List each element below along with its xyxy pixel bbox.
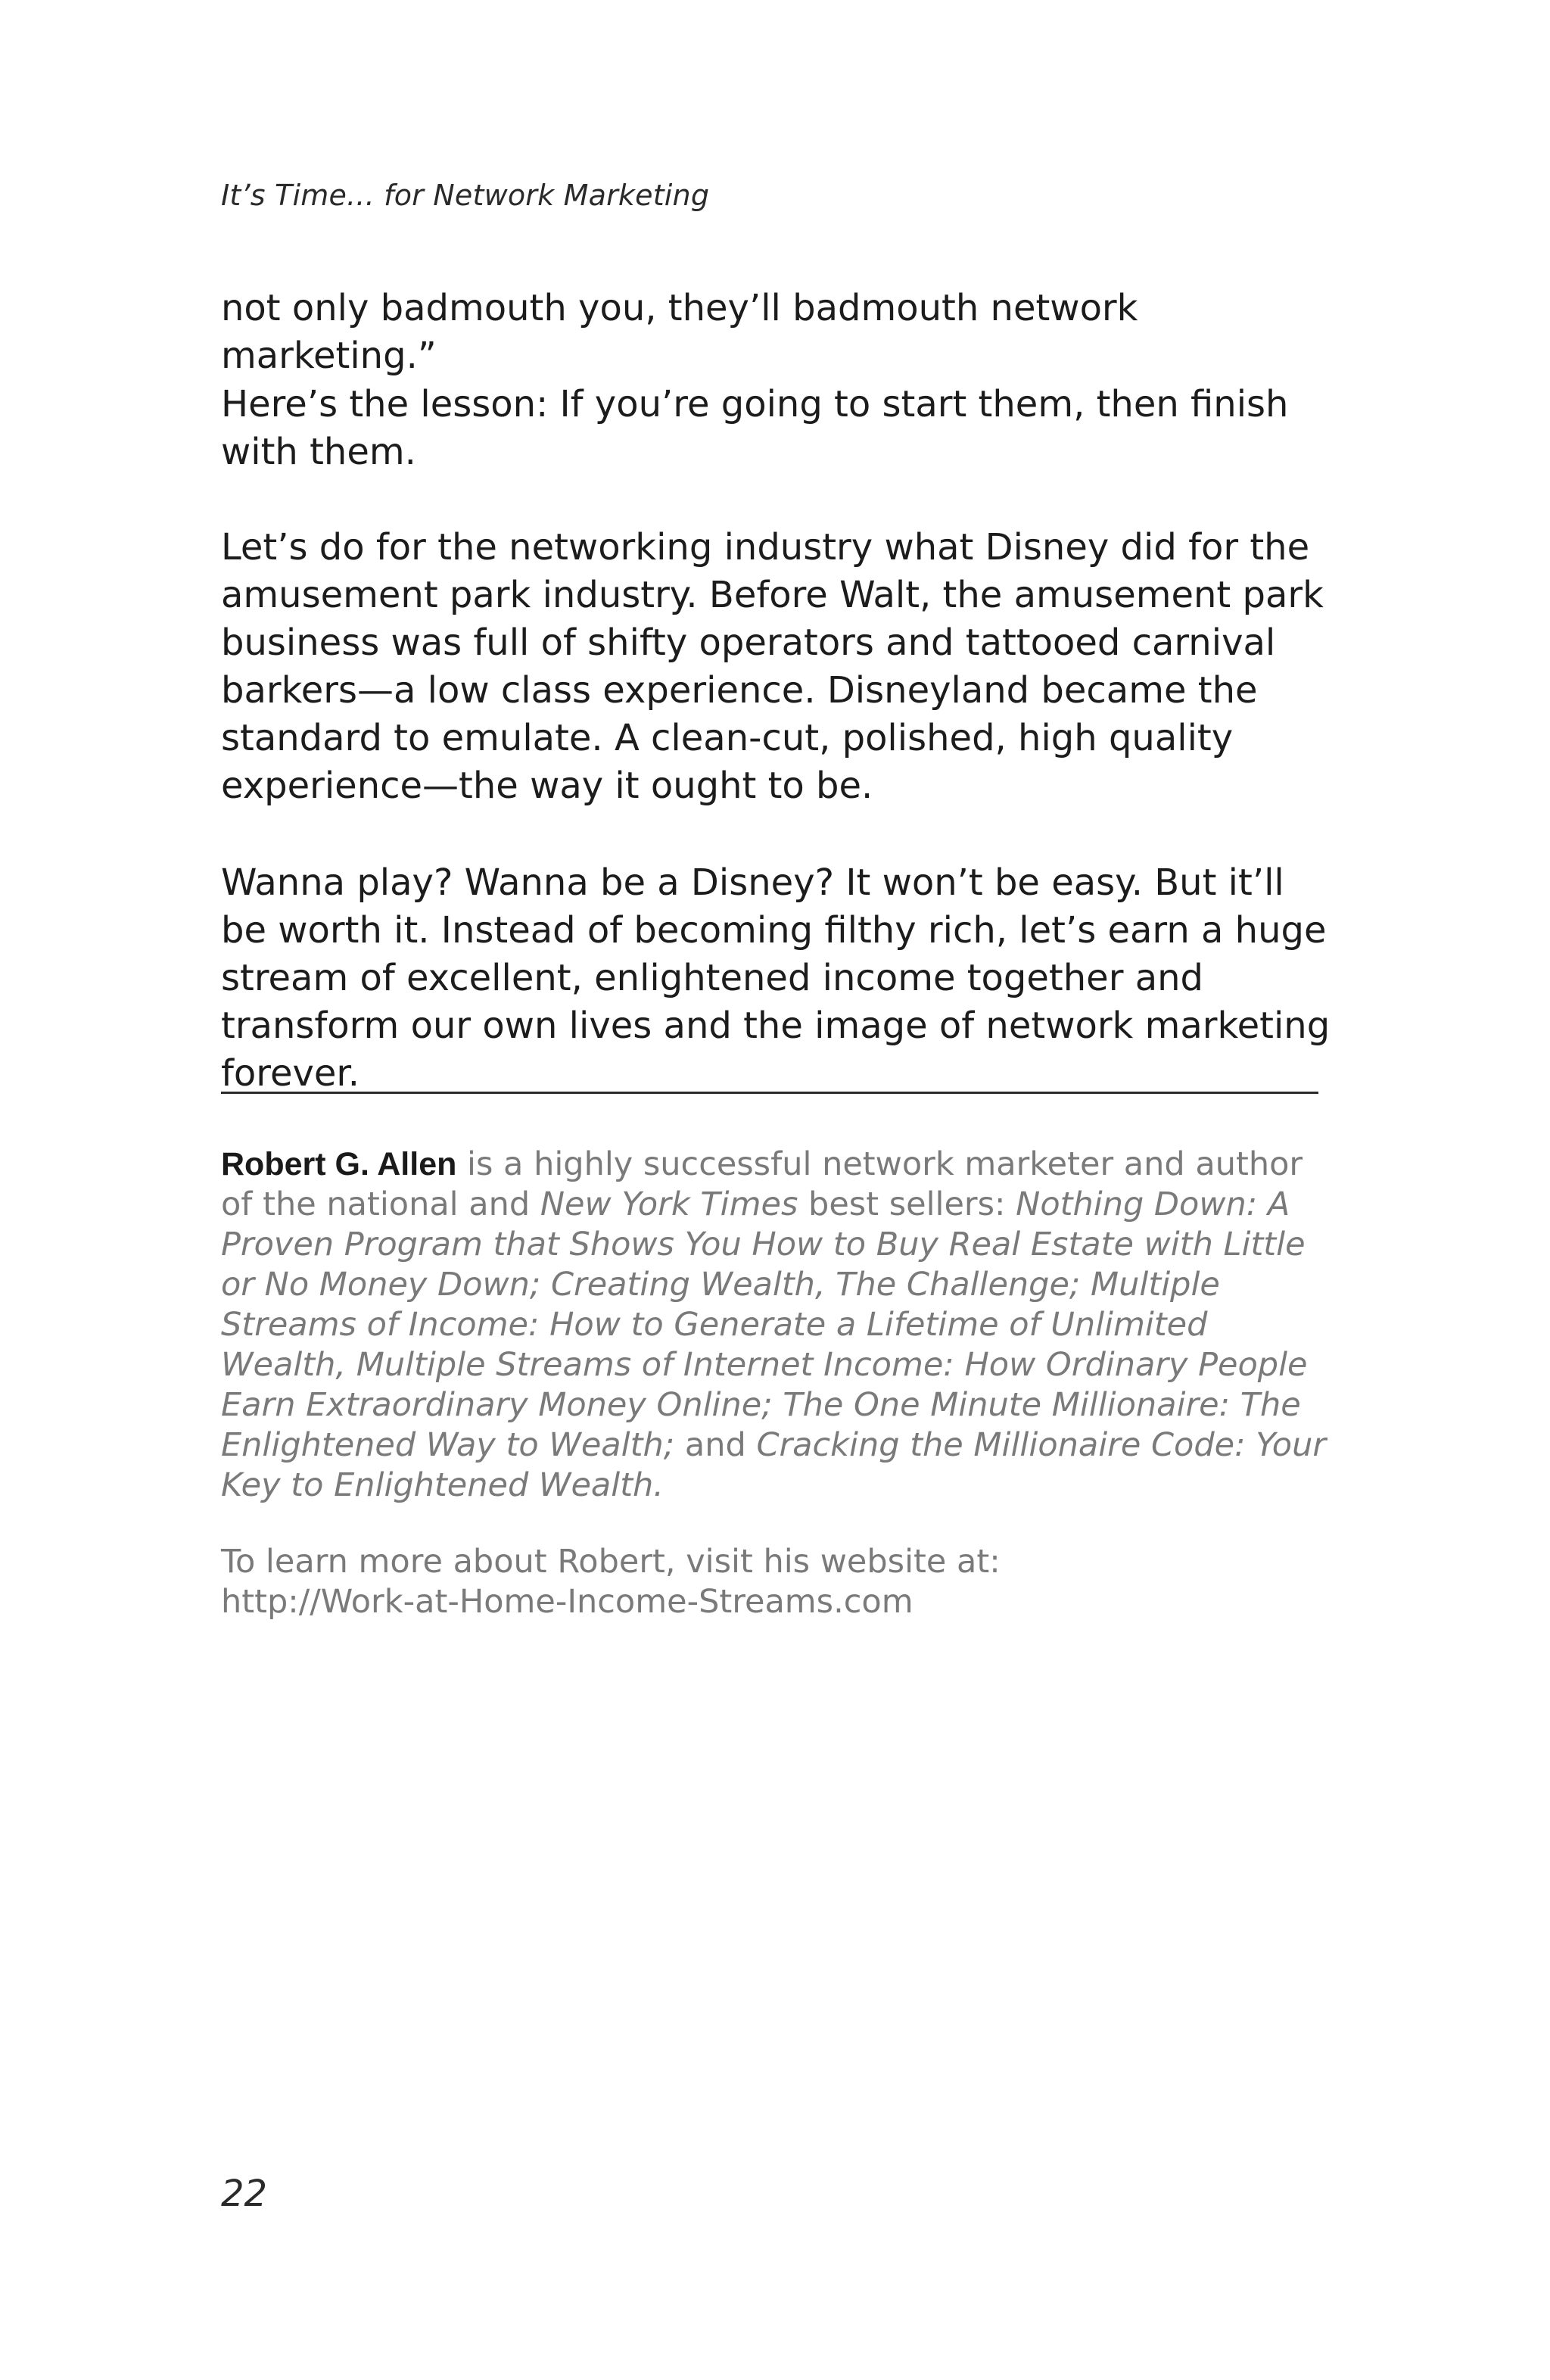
page-number: 22 <box>221 2173 268 2215</box>
author-name: Robert G. Allen <box>221 1146 457 1182</box>
bio-book-titles: Nothing Down: A Proven Program that Shows You How to Buy Real Estate with Little or No Money Down; Creating Wealth, The Challenge; Multiple Streams of Income: How to Generate a Lifetime of Unlimited Wealth, Multiple Streams of Internet Income: How Ordinary People Earn Extraordinary Money Online; The One Minute Millionaire: The Enlightened Way to Wealth; <box>221 1185 1308 1464</box>
paragraph-2: Here’s the lesson: If you’re going to start them, then finish with them. <box>221 383 1289 473</box>
website-link[interactable]: http://Work-at-Home-Income-Streams.com <box>221 1583 914 1621</box>
paragraph-4: Wanna play? Wanna be a Disney? It won’t be easy. But it’ll be worth it. Instead of becoming filthy rich, let’s earn a huge stream of excellent, enlightened income together and transform our own lives and the image of network marketing forever. <box>221 861 1331 1095</box>
bio-publication: New York Times <box>540 1185 798 1223</box>
section-divider <box>221 1092 1318 1094</box>
paragraph-1: not only badmouth you, they’ll badmouth network marketing.” <box>221 287 1138 377</box>
author-bio <box>221 1145 1341 1506</box>
learn-more-text: To learn more about Robert, visit his website at: <box>221 1543 1001 1581</box>
running-head: It’s Time... for Network Marketing <box>221 179 710 212</box>
bio-text: and <box>674 1426 757 1464</box>
bio-text: is a highly successful network marketer and author of the national and <box>221 1145 1303 1223</box>
bio-book-title: Cracking the Millionaire Code: Your Key to Enlightened Wealth. <box>221 1426 1327 1504</box>
paragraph-3: Let’s do for the networking industry what Disney did for the amusement park industry. Before Walt, the amusement park business was full of shifty operators and tattooed carnival barkers—a low class experience. Disneyland became the standard to emulate. A clean-cut, polished, high quality experience—the way it ought to be. <box>221 526 1324 807</box>
bio-text: best sellers: <box>798 1185 1016 1223</box>
author-website-note <box>221 1542 1341 1622</box>
